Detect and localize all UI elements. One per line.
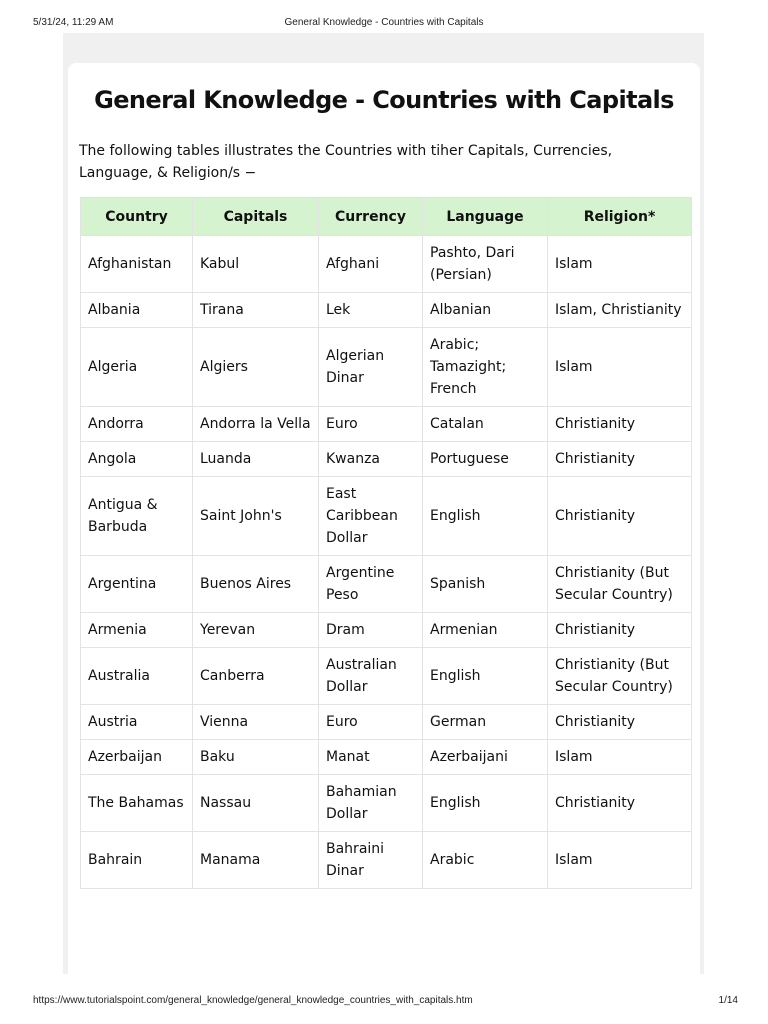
table-row bbox=[81, 832, 692, 889]
cell-religion: Christianity (But Secular Country) bbox=[548, 556, 692, 613]
cell-country: Antigua & Barbuda bbox=[81, 477, 193, 556]
table-row bbox=[81, 613, 692, 648]
cell-capital: Yerevan bbox=[193, 613, 319, 648]
table-row bbox=[81, 293, 692, 328]
table-row bbox=[81, 556, 692, 613]
cell-currency: East Caribbean Dollar bbox=[319, 477, 423, 556]
cell-country: Argentina bbox=[81, 556, 193, 613]
cell-currency: Euro bbox=[319, 705, 423, 740]
page-title: General Knowledge - Countries with Capitals bbox=[94, 86, 674, 114]
table-row bbox=[81, 775, 692, 832]
cell-country: Azerbaijan bbox=[81, 740, 193, 775]
cell-language: Armenian bbox=[423, 613, 548, 648]
cell-country: Afghanistan bbox=[81, 236, 193, 293]
table-row bbox=[81, 648, 692, 705]
cell-country: The Bahamas bbox=[81, 775, 193, 832]
print-doc-title: General Knowledge - Countries with Capitals bbox=[284, 17, 484, 28]
cell-religion: Christianity bbox=[548, 613, 692, 648]
cell-currency: Dram bbox=[319, 613, 423, 648]
table-row bbox=[81, 407, 692, 442]
cell-language: Arabic bbox=[423, 832, 548, 889]
intro-paragraph: The following tables illustrates the Countries with tiher Capitals, Currencies, Language, & Religion/s − bbox=[79, 143, 613, 181]
cell-religion: Islam bbox=[548, 328, 692, 407]
cell-religion: Islam, Christianity bbox=[548, 293, 692, 328]
table-header-row bbox=[81, 198, 692, 236]
cell-religion: Christianity bbox=[548, 407, 692, 442]
cell-language: English bbox=[423, 775, 548, 832]
cell-language: Arabic; Tamazight; French bbox=[423, 328, 548, 407]
cell-country: Austria bbox=[81, 705, 193, 740]
header-language: Language bbox=[423, 198, 548, 236]
cell-capital: Nassau bbox=[193, 775, 319, 832]
table-row bbox=[81, 740, 692, 775]
cell-capital: Tirana bbox=[193, 293, 319, 328]
cell-language: Azerbaijani bbox=[423, 740, 548, 775]
cell-currency: Argentine Peso bbox=[319, 556, 423, 613]
cell-currency: Bahraini Dinar bbox=[319, 832, 423, 889]
cell-language: Catalan bbox=[423, 407, 548, 442]
table-row bbox=[81, 328, 692, 407]
cell-religion: Islam bbox=[548, 236, 692, 293]
cell-capital: Luanda bbox=[193, 442, 319, 477]
print-header bbox=[0, 17, 768, 31]
cell-country: Albania bbox=[81, 293, 193, 328]
cell-language: English bbox=[423, 477, 548, 556]
cell-country: Andorra bbox=[81, 407, 193, 442]
cell-currency: Lek bbox=[319, 293, 423, 328]
cell-country: Australia bbox=[81, 648, 193, 705]
countries-table bbox=[80, 197, 692, 889]
cell-capital: Manama bbox=[193, 832, 319, 889]
cell-country: Armenia bbox=[81, 613, 193, 648]
cell-capital: Canberra bbox=[193, 648, 319, 705]
cell-country: Algeria bbox=[81, 328, 193, 407]
table-row bbox=[81, 477, 692, 556]
cell-currency: Euro bbox=[319, 407, 423, 442]
cell-capital: Baku bbox=[193, 740, 319, 775]
cell-capital: Saint John's bbox=[193, 477, 319, 556]
print-date: 5/31/24, 11:29 AM bbox=[33, 17, 114, 28]
cell-language: German bbox=[423, 705, 548, 740]
cell-religion: Christianity bbox=[548, 775, 692, 832]
cell-language: Albanian bbox=[423, 293, 548, 328]
table-row bbox=[81, 442, 692, 477]
header-capitals: Capitals bbox=[193, 198, 319, 236]
cell-currency: Australian Dollar bbox=[319, 648, 423, 705]
page-number: 1/14 bbox=[718, 995, 738, 1006]
cell-language: Spanish bbox=[423, 556, 548, 613]
header-religion: Religion* bbox=[548, 198, 692, 236]
cell-capital: Andorra la Vella bbox=[193, 407, 319, 442]
cell-language: Portuguese bbox=[423, 442, 548, 477]
cell-religion: Christianity (But Secular Country) bbox=[548, 648, 692, 705]
cell-country: Bahrain bbox=[81, 832, 193, 889]
cell-capital: Algiers bbox=[193, 328, 319, 407]
header-country: Country bbox=[81, 198, 193, 236]
cell-capital: Buenos Aires bbox=[193, 556, 319, 613]
cell-language: English bbox=[423, 648, 548, 705]
print-url: https://www.tutorialspoint.com/general_knowledge/general_knowledge_countries_with_capitals.htm bbox=[33, 995, 473, 1006]
cell-religion: Christianity bbox=[548, 442, 692, 477]
cell-currency: Afghani bbox=[319, 236, 423, 293]
cell-currency: Algerian Dinar bbox=[319, 328, 423, 407]
cell-currency: Bahamian Dollar bbox=[319, 775, 423, 832]
table-row bbox=[81, 705, 692, 740]
cell-language: Pashto, Dari (Persian) bbox=[423, 236, 548, 293]
cell-religion: Christianity bbox=[548, 705, 692, 740]
cell-currency: Kwanza bbox=[319, 442, 423, 477]
print-footer bbox=[0, 995, 768, 1009]
table-body bbox=[81, 236, 692, 889]
table-row bbox=[81, 236, 692, 293]
cell-religion: Islam bbox=[548, 740, 692, 775]
cell-capital: Vienna bbox=[193, 705, 319, 740]
cell-religion: Islam bbox=[548, 832, 692, 889]
cell-country: Angola bbox=[81, 442, 193, 477]
cell-religion: Christianity bbox=[548, 477, 692, 556]
header-currency: Currency bbox=[319, 198, 423, 236]
cell-capital: Kabul bbox=[193, 236, 319, 293]
cell-currency: Manat bbox=[319, 740, 423, 775]
